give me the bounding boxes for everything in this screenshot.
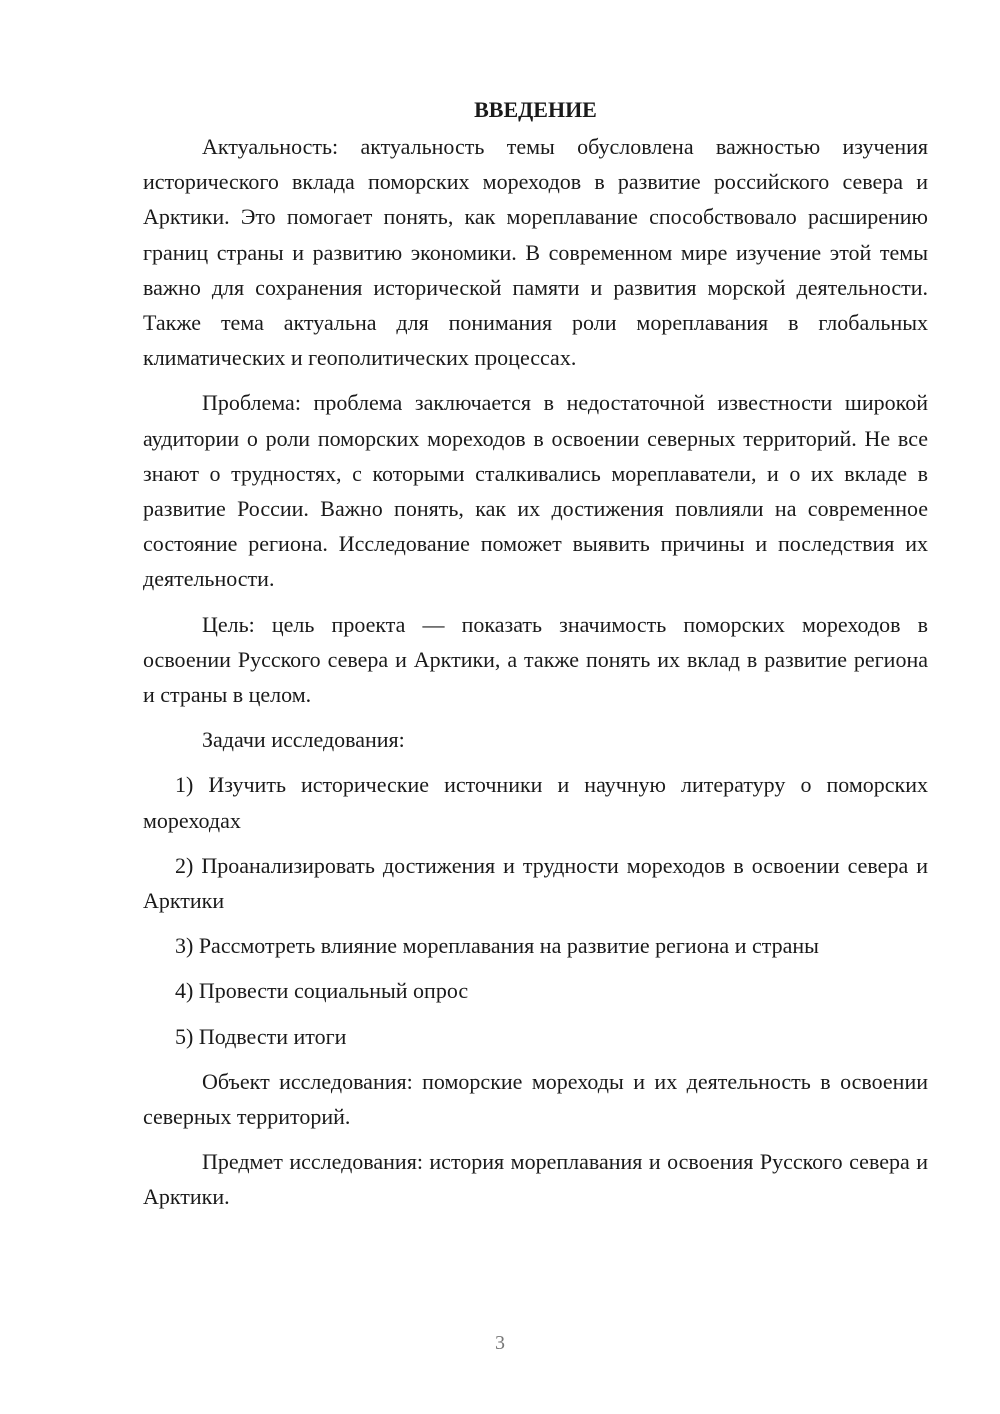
page-number: 3 <box>495 1332 505 1354</box>
relevance-paragraph: Актуальность: актуальность темы обусловлена важностью изучения исторического вклада поморских мореходов в развитие российского севера и Арктики. Это помогает понять, как мореплавание способствовало расширению границ страны и развитию экономики. В современном мире изучение этой темы важно для сохранения исторической памяти и развития морской деятельности. Также тема актуальна для понимания роли мореплавания в глобальных климатических и геополитических процессах. <box>143 134 928 371</box>
problem-paragraph: Проблема: проблема заключается в недостаточной известности широкой аудитории о роли поморских мореходов в освоении северных территорий. Не все знают о трудностях, с которыми сталкивались мореплаватели, и о их вкладе в развитие России. Важно понять, как их достижения повлияли на современное состояние региона. Исследование поможет выявить причины и последствия их деятельности. <box>143 390 928 592</box>
list-item: 3) Рассмотреть влияние мореплавания на развитие региона и страны <box>175 933 819 959</box>
object-paragraph: Объект исследования: поморские мореходы и их деятельность в освоении северных территорий. <box>143 1068 928 1130</box>
document-page <box>143 92 928 1225</box>
subject-paragraph: Предмет исследования: история мореплавания и освоения Русского севера и Арктики. <box>143 1149 928 1210</box>
tasks-list <box>143 767 928 1053</box>
goal-paragraph: Цель: цель проекта — показать значимость поморских мореходов в освоении Русского севера и Арктики, а также понять их вклад в развитие региона и страны в целом. <box>143 611 928 708</box>
section-heading: ВВЕДЕНИЕ <box>474 97 597 122</box>
list-item: 2) Проанализировать достижения и трудности мореходов в освоении севера и Арктики <box>143 852 928 914</box>
list-item: 1) Изучить исторические источники и научную литературу о поморских мореходах <box>143 772 928 833</box>
tasks-title: Задачи исследования: <box>202 727 405 753</box>
list-item: 5) Подвести итоги <box>175 1023 347 1049</box>
list-item: 4) Провести социальный опрос <box>175 978 469 1004</box>
